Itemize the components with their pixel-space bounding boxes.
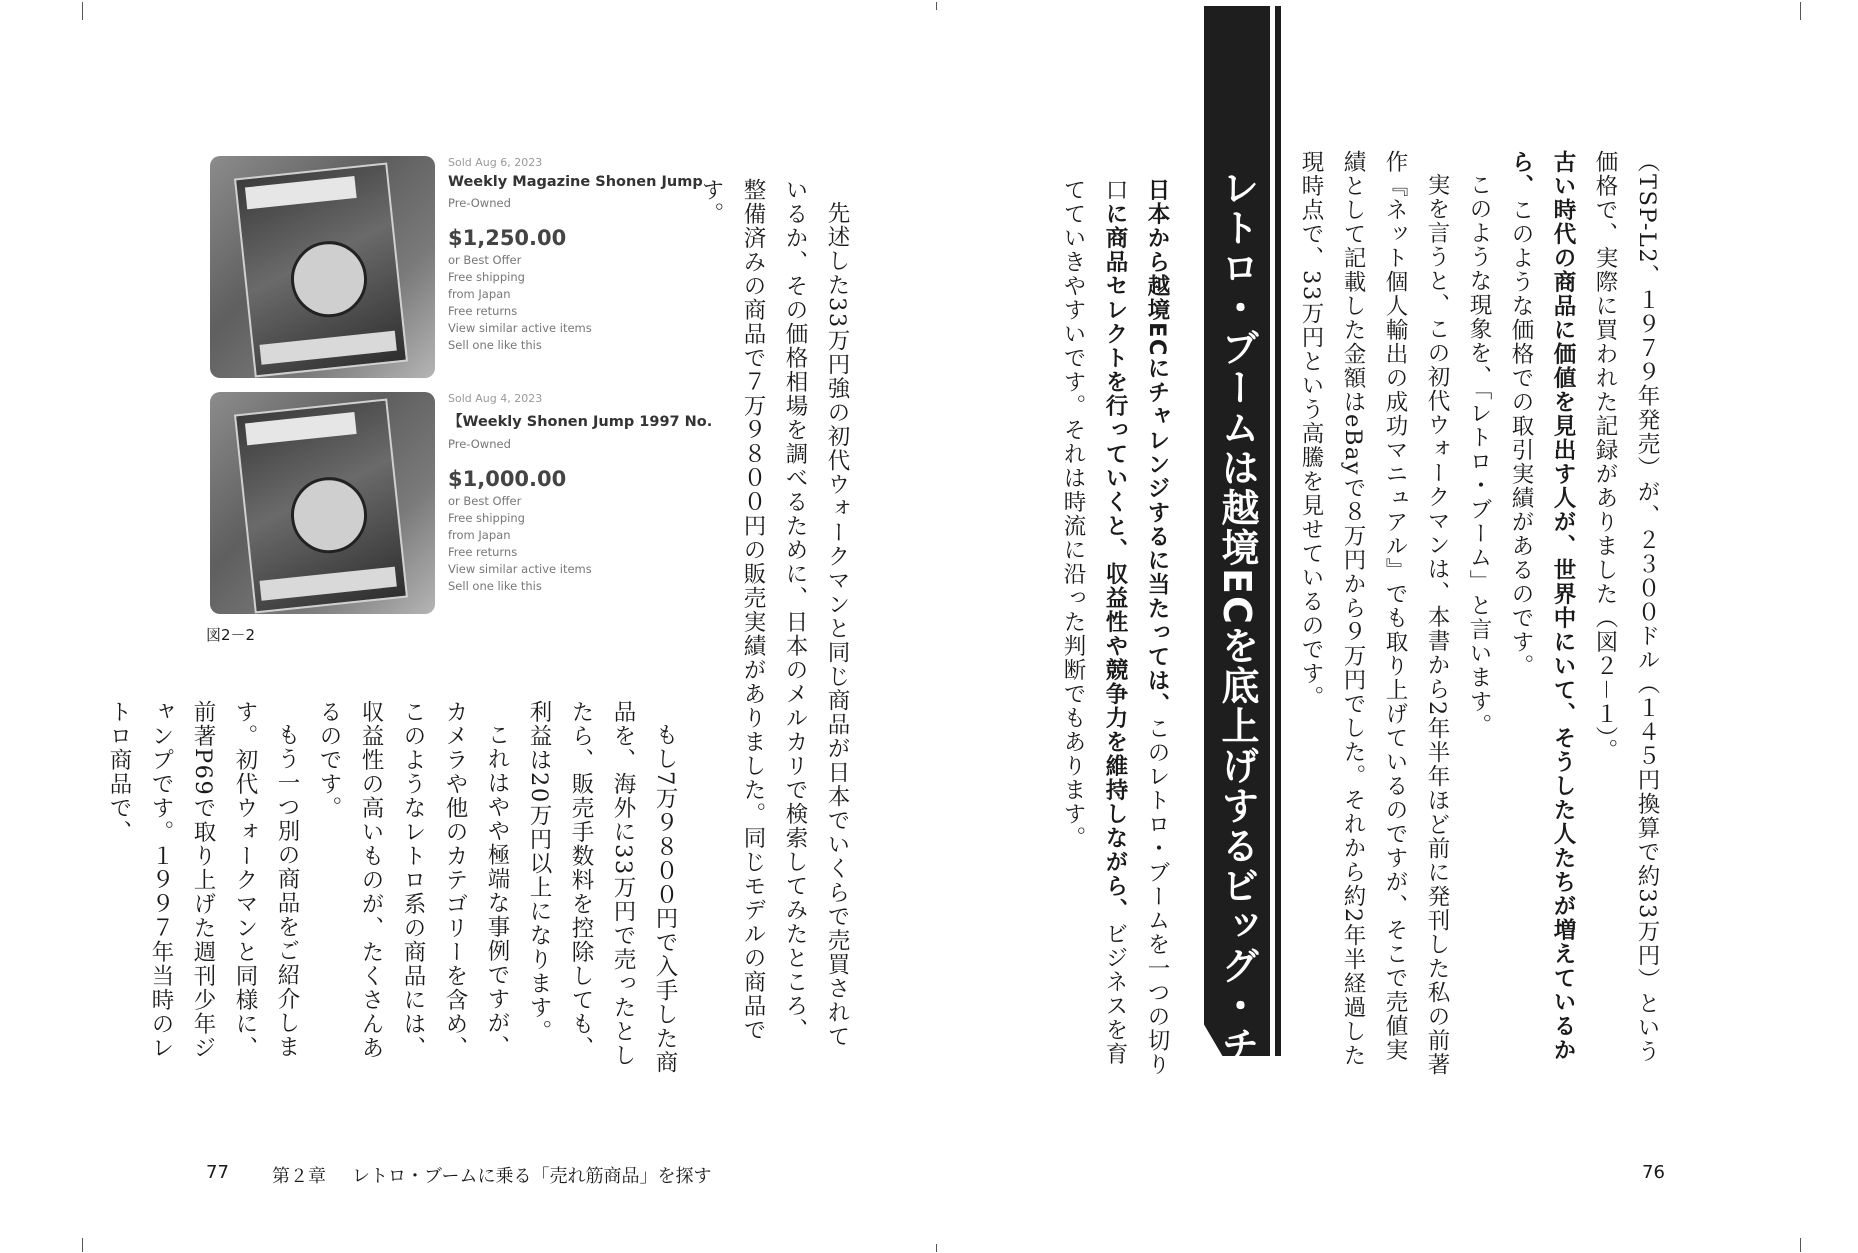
section-heading: レトロ・ブームは越境ECを底上げするビッグ・チャンス [1215,168,1259,1186]
right-paragraph-2: 古い時代の商品に価値を見出す人が、世界中にいて、そうした人たちが増えているから、このような価格での取引実績があるのです。 [1508,150,1576,1062]
chapter-title: レトロ・ブームに乗る「売れ筋商品」を探す [352,1166,712,1187]
right-lead-text [1052,178,1178,1078]
listing-photo [210,392,435,614]
lead-paragraph: 日本から越境ECにチャレンジするに当たっては、このレトロ・ブームを一つの切り口に商品セレクトを行っていくと、収益性や競争力を維持しながら、ビジネスを育てていきやすいです。それは時流に沿った判断でもあります。 [1060,178,1170,1077]
left-body-text-top [690,178,858,1058]
listing-detail: Free returns [448,304,518,318]
crop-mark [936,2,937,10]
crop-mark [1800,1238,1801,1252]
sold-date: Sold Aug 4, 2023 [448,392,543,405]
left-paragraph-4: もう一つ別の商品をご紹介します。初代ウォークマンと同様に、前著P69で取り上げた週刊少年ジャンプです。１９９７年当時のレトロ商品で、 [106,700,300,1061]
listing-title: Weekly Magazine Shonen Jump [448,174,703,190]
right-body-text [1290,150,1668,1080]
left-paragraph-2: もし7万９８００円で入手した商品を、海外に33万円で売ったとしたら、販売手数料を控除しても、利益は20万円以上になります。 [526,700,678,1075]
left-body-text-bottom [106,700,686,1080]
left-paragraph-1: 先述した33万円強の初代ウォークマンと同じ商品が日本でいくらで売買されているか、その価格相場を調べるために、日本のメルカリで検索してみたところ、整備済みの商品で７万９８００円の販売実績がありました。同じモデルの商品です。 [698,178,850,1049]
section-heading-rule [1275,6,1281,1056]
crop-mark [82,1238,83,1252]
listing-price: $1,000.00 [448,467,567,491]
listing-info [448,392,712,593]
listing-detail: Sell one like this [448,338,542,352]
listing-price: $1,250.00 [448,226,567,250]
crop-mark [82,2,83,20]
right-paragraph-1: （TSP-L2、１９７９年発売）が、２３００ドル（１４５円換算で約33万円）という価格で、実際に買われた記録がありました（図２－１）。 [1592,150,1660,1064]
listing-condition: Pre-Owned [448,196,511,210]
listing-info [448,156,703,352]
emphasis-text: 古い時代の商品に価値を見出す人が、世界中にいて、そうした人たちが増えているから、 [1508,150,1576,1062]
listing-photo [210,156,435,378]
listing-detail: from Japan [448,528,511,542]
listing-detail: Free returns [448,545,518,559]
listing-detail: Sell one like this [448,579,542,593]
page-number-right: 76 [1642,1162,1665,1183]
listing-detail: Free shipping [448,270,525,284]
listing-detail: from Japan [448,287,511,301]
sold-date: Sold Aug 6, 2023 [448,156,543,169]
left-paragraph-3: これはやや極端な事例ですが、カメラや他のカテゴリーを含め、このようなレトロ系の商品には、収益性の高いものが、たくさんあるのです。 [316,700,510,1060]
listing-detail: Free shipping [448,511,525,525]
listing-detail: View similar active items [448,321,592,335]
listing-detail: or Best Offer [448,253,522,267]
listing-detail: or Best Offer [448,494,522,508]
crop-mark [936,1244,937,1252]
listing-detail: View similar active items [448,562,592,576]
right-paragraph-4: 実を言うと、この初代ウォークマンは、本書から2年半年ほど前に発刊した私の前著作『ネット個人輸出の成功マニュアル』でも取り上げているのですが、そこで売値実績として記載した金額はeBayで８万円から９万円でした。それから約2年半経過した現時点で、33万円という高騰を見せているのです。 [1298,150,1450,1077]
figure-caption: 図2－2 [206,626,256,644]
crop-mark [1800,2,1801,20]
listing-title: 【Weekly Shonen Jump 1997 No. [448,414,713,430]
page-number-left: 77 [206,1162,229,1183]
listing-condition: Pre-Owned [448,437,511,451]
chapter-label: 第２章 [272,1166,326,1187]
right-paragraph-3: このような現象を、「レトロ・ブーム」と言います。 [1466,172,1492,738]
